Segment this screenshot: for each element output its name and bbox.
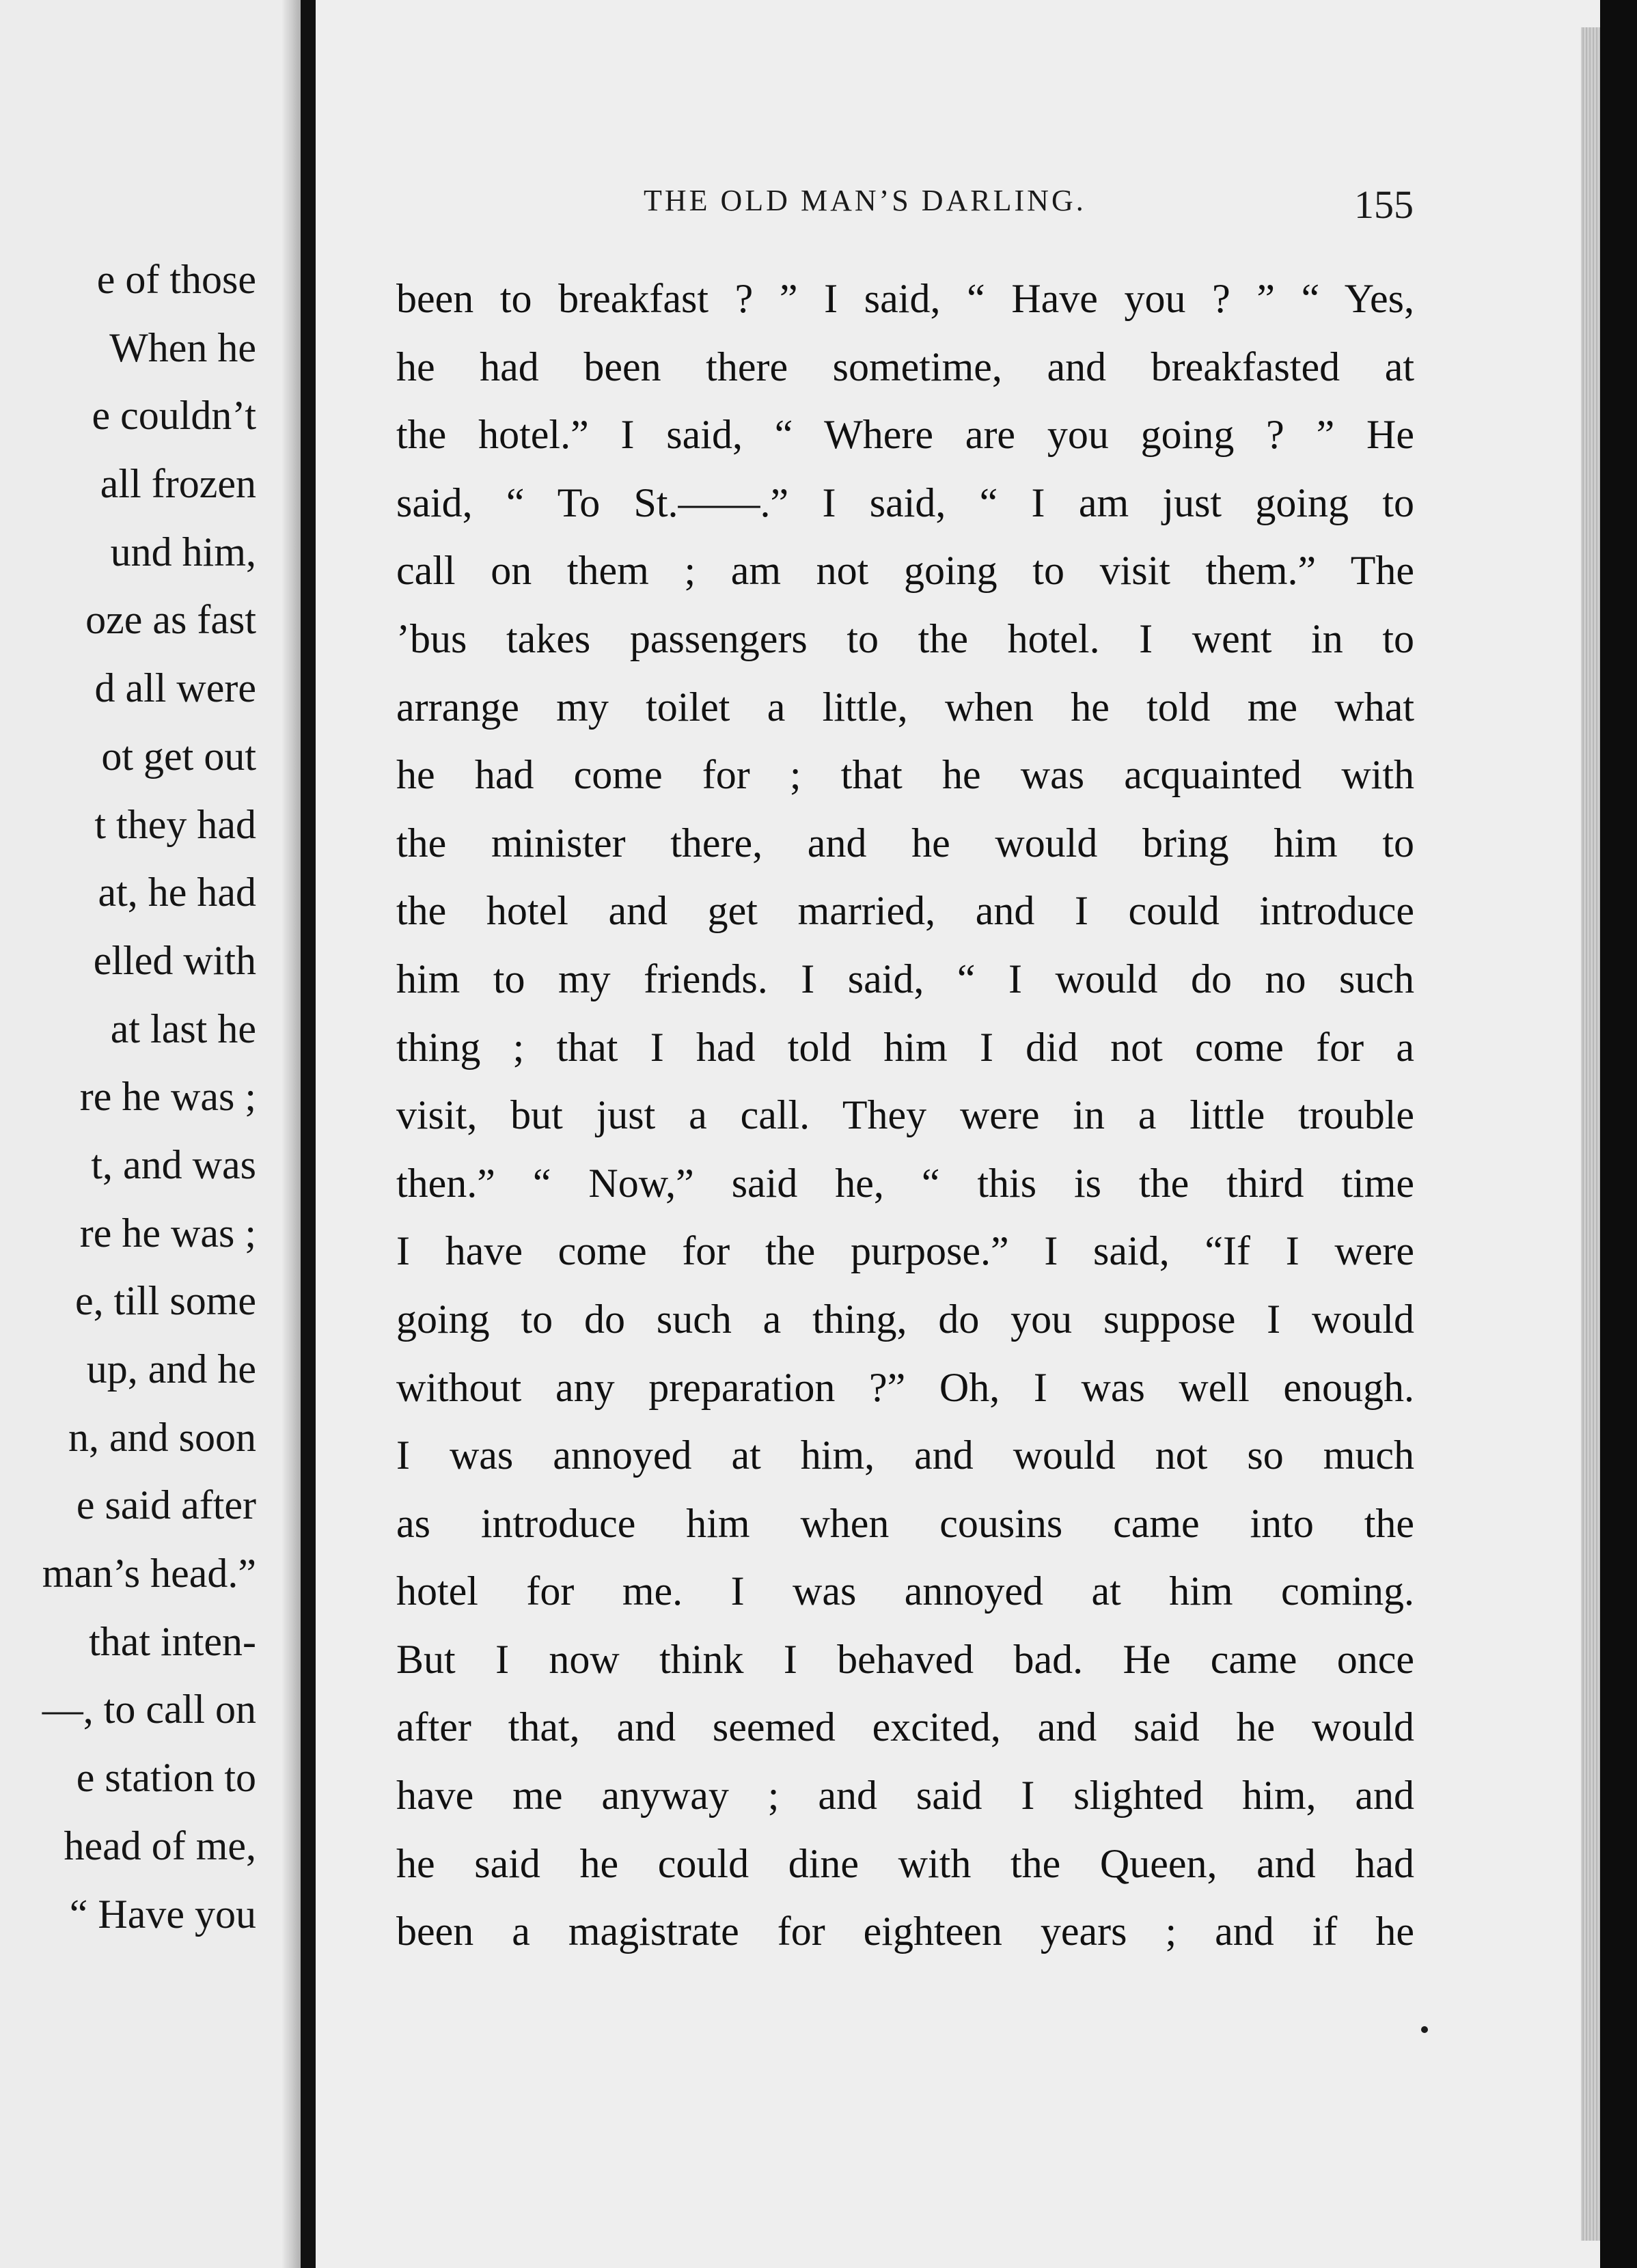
text-line: up, and he [86,1346,256,1392]
text-line: e couldn’t [92,393,256,439]
text-line: t they had [94,801,256,847]
text-line: hotel for me. I was annoyed at him coming. [396,1568,1414,1614]
text-line: oze as fast [85,597,256,643]
text-line: elled with [93,937,256,983]
page-curve-shadow [281,0,301,2268]
running-head: THE OLD MAN’S DARLING. [644,184,1086,217]
text-line: und him, [110,529,256,575]
text-line: all frozen [100,461,256,507]
book-gutter [301,0,316,2268]
text-line: d all were [94,665,256,711]
page-body-text [396,265,1414,1966]
text-line: ot get out [101,733,256,779]
ink-speck [1421,2026,1428,2033]
text-line: said, “ To St.——.” I said, “ I am just going to [396,480,1414,525]
text-line: I have come for the purpose.” I said, “If I were [396,1228,1414,1274]
text-line: arrange my toilet a little, when he told me what [396,684,1414,730]
text-line: re he was ; [79,1210,256,1256]
text-line: the minister there, and he would bring him to [396,820,1414,866]
previous-page [0,0,301,2268]
text-line: ’bus takes passengers to the hotel. I went in to [396,616,1414,661]
text-line: going to do such a thing, do you suppose I would [396,1296,1414,1342]
text-line: he said he could dine with the Queen, and had [396,1840,1414,1886]
text-line: been to breakfast ? ” I said, “ Have you ? ” “ Yes, [396,276,1414,321]
text-line: he had come for ; that he was acquainted with [396,752,1414,798]
text-line: after that, and seemed excited, and said he would [396,1704,1414,1750]
text-line: then.” “ Now,” said he, “ this is the third time [396,1160,1414,1206]
text-line: When he [109,324,256,370]
previous-page-text [0,246,256,1948]
text-line: call on them ; am not going to visit them.” The [396,548,1414,594]
text-line: t, and was [91,1142,256,1187]
text-line: visit, but just a call. They were in a little trouble [396,1092,1414,1138]
text-line: at, he had [98,870,256,915]
text-line: as introduce him when cousins came into the [396,1500,1414,1546]
text-line: thing ; that I had told him I did not come for a [396,1024,1414,1070]
current-page [316,0,1600,2268]
text-line: “ Have you [69,1891,256,1937]
text-line: man’s head.” [42,1551,256,1596]
text-line: n, and soon [68,1414,256,1460]
text-line: that inten- [89,1618,256,1664]
text-line: e, till some [75,1278,256,1324]
text-line: head of me, [64,1823,256,1868]
page-number: 155 [1354,182,1414,227]
text-line: re he was ; [79,1074,256,1120]
text-line: e said after [76,1482,256,1528]
text-line: e station to [76,1755,256,1801]
text-line: the hotel and get married, and I could introduce [396,888,1414,934]
text-line: have me anyway ; and said I slighted him, and [396,1773,1414,1818]
text-line: him to my friends. I said, “ I would do no such [396,956,1414,1001]
text-line: the hotel.” I said, “ Where are you going ? ” He [396,412,1414,458]
text-line: But I now think I behaved bad. He came once [396,1636,1414,1682]
text-line: without any preparation ?” Oh, I was well enough. [396,1364,1414,1410]
text-line: I was annoyed at him, and would not so much [396,1433,1414,1478]
text-line: he had been there sometime, and breakfasted at [396,344,1414,389]
text-line: —, to call on [42,1687,256,1732]
text-line: e of those [96,257,256,302]
page-edge-stack [1581,27,1600,2241]
text-line: been a magistrate for eighteen years ; and if he [396,1909,1414,1954]
scan-border-right [1600,0,1637,2268]
text-line: at last he [110,1006,256,1051]
